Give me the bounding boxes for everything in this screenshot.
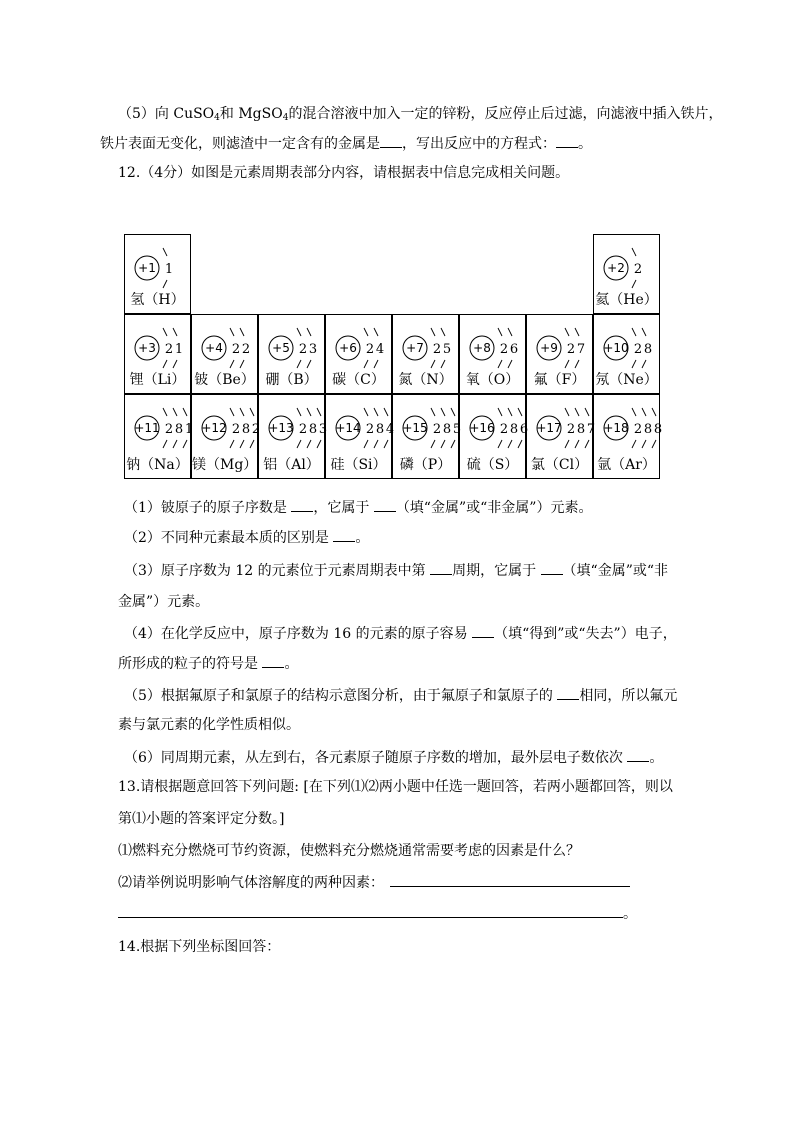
electron-count: 8 [241, 422, 251, 437]
answer-blank[interactable] [380, 133, 402, 148]
shell-arc [498, 408, 502, 416]
shell-arc [163, 328, 167, 336]
shell-arc [317, 408, 321, 416]
answer-blank[interactable] [627, 747, 649, 762]
electron-count: 8 [509, 422, 519, 437]
q11-5-line2 [100, 133, 592, 154]
shell-arc [307, 408, 311, 416]
shell-arc [230, 440, 234, 448]
atom-structure-diagram [393, 315, 460, 375]
electron-count: 1 [184, 422, 194, 437]
atom-structure-diagram [594, 395, 661, 455]
electron-count: 3 [318, 422, 328, 437]
electron-count: 2 [241, 342, 251, 357]
atom-structure-diagram [259, 395, 326, 455]
shell-arc [518, 408, 522, 416]
q12-2 [124, 527, 369, 548]
shell-arc [642, 440, 646, 448]
nuclear-charge: +4 [205, 341, 223, 355]
nuclear-charge: +17 [536, 421, 562, 435]
electron-count: 7 [586, 422, 596, 437]
nuclear-charge: +12 [201, 421, 227, 435]
electron-count: 8 [653, 422, 663, 437]
q12-5-line1 [124, 685, 677, 706]
q12-text: 。 [649, 750, 664, 766]
q12-text: 。 [355, 530, 370, 546]
q12-text: （6）同周期元素，从左到右，各元素原子随原子序数的增加，最外层电子数依次 [124, 750, 628, 766]
shell-arc [183, 440, 187, 448]
shell-arc [508, 440, 512, 448]
nuclear-charge: +5 [272, 341, 290, 355]
shell-arc [642, 360, 646, 368]
nuclear-charge: +1 [138, 261, 156, 275]
q11-5-text: 铁片表面无变化，则滤渣中一定含有的金属是 [100, 136, 380, 152]
shell-arc [374, 440, 378, 448]
shell-arc [508, 408, 512, 416]
q13-part2-cont [118, 903, 637, 924]
shell-arc [565, 328, 569, 336]
shell-arc [240, 408, 244, 416]
shell-arc [364, 408, 368, 416]
element-name: 铝（Al） [263, 457, 320, 473]
q12-text: （填“得到”或“失去”）电子， [494, 626, 677, 642]
shell-arc [652, 408, 656, 416]
q12-4-line2 [118, 653, 298, 674]
shell-arc [508, 360, 512, 368]
q11-5-text: 和 MgSO [219, 106, 283, 122]
answer-blank[interactable] [557, 685, 579, 700]
atom-structure-diagram [125, 315, 192, 375]
electron-count: 2 [231, 422, 241, 437]
element-cell [526, 314, 593, 394]
shell-arc [163, 440, 167, 448]
nuclear-charge: +3 [138, 341, 156, 355]
shell-arc [632, 440, 636, 448]
shell-arc [498, 440, 502, 448]
element-cell [593, 394, 663, 479]
element-cell [258, 394, 328, 479]
nuclear-charge: +14 [335, 421, 361, 435]
electron-count: 2 [365, 422, 375, 437]
shell-arc [441, 360, 445, 368]
element-name: 氧（O） [465, 372, 520, 388]
shell-arc [498, 328, 502, 336]
shell-arc [431, 440, 435, 448]
shell-arc [431, 328, 435, 336]
q12-text: （5）根据氟原子和氯原子的结构示意图分析，由于氟原子和氯原子的 [124, 688, 558, 704]
q11-5-line1 [118, 104, 722, 128]
answer-blank[interactable] [333, 527, 355, 542]
electron-count: 2 [633, 342, 643, 357]
element-cell [593, 234, 660, 314]
subscript: 4 [282, 113, 289, 123]
electron-count: 2 [499, 422, 509, 437]
answer-blank[interactable] [262, 653, 284, 668]
element-cell [325, 394, 395, 479]
element-cell [124, 394, 194, 479]
shell-arc [163, 408, 167, 416]
shell-arc [374, 408, 378, 416]
q12-text: （填“金属”或“非 [562, 563, 669, 579]
element-cell [392, 314, 459, 394]
shell-arc [364, 360, 368, 368]
shell-arc [240, 328, 244, 336]
element-cell [526, 394, 596, 479]
q12-1 [124, 497, 592, 518]
answer-blank[interactable] [291, 497, 313, 512]
shell-arc [441, 408, 445, 416]
element-name: 氢（H） [130, 292, 185, 308]
electron-count: 8 [308, 422, 318, 437]
element-cell [191, 314, 258, 394]
electron-count: 6 [509, 342, 519, 357]
shell-arc [632, 248, 636, 256]
q12-text: 相同，所以氟元 [579, 688, 678, 704]
electron-count: 2 [566, 342, 576, 357]
element-cell [459, 394, 529, 479]
q13-part1: ⑴燃料充分燃烧可节约资源，使燃料充分燃烧通常需要考虑的因素是什么？ [118, 843, 580, 859]
shell-arc [585, 440, 589, 448]
element-name: 氦（He） [595, 292, 658, 308]
electron-count: 3 [308, 342, 318, 357]
shell-arc [441, 440, 445, 448]
element-cell [459, 314, 526, 394]
q13-text: ⑵请举例说明影响气体溶解度的两种因素： [118, 875, 384, 891]
shell-arc [575, 440, 579, 448]
atom-structure-diagram [594, 235, 661, 295]
element-name: 碳（C） [332, 372, 385, 388]
q12-text: ，它属于 [313, 500, 374, 516]
q13-text: 。 [623, 906, 637, 922]
nuclear-charge: +16 [469, 421, 495, 435]
shell-arc [297, 360, 301, 368]
element-cell [258, 314, 325, 394]
element-name: 铍（Be） [194, 372, 255, 388]
shell-arc [384, 440, 388, 448]
electron-count: 2 [633, 422, 643, 437]
atom-structure-diagram [259, 315, 326, 375]
shell-arc [173, 328, 177, 336]
shell-arc [585, 408, 589, 416]
q13-intro-line2: 第⑴小题的答案评定分数。] [118, 811, 285, 827]
electron-count: 2 [164, 342, 174, 357]
atom-structure-diagram [125, 395, 192, 455]
element-cell [124, 234, 191, 314]
answer-line[interactable] [118, 903, 623, 918]
q12-text: （1）铍原子的原子序数是 [124, 500, 292, 516]
atom-structure-diagram [527, 315, 594, 375]
q12-3-line2: 金属”）元素。 [118, 594, 210, 610]
electron-count: 2 [164, 422, 174, 437]
element-name: 硼（B） [265, 372, 318, 388]
atom-structure-diagram [192, 395, 259, 455]
electron-count: 8 [643, 342, 653, 357]
shell-arc [575, 328, 579, 336]
q11-5-text: ，写出反应中的方程式： [402, 136, 556, 152]
atom-structure-diagram [326, 395, 393, 455]
shell-arc [307, 440, 311, 448]
element-name: 钠（Na） [126, 457, 189, 473]
atom-structure-diagram [594, 315, 661, 375]
shell-arc [565, 408, 569, 416]
q12-text: （4）在化学反应中，原子序数为 16 的元素的原子容易 [124, 626, 473, 642]
q11-5-text: 。 [578, 136, 592, 152]
atom-structure-diagram [326, 315, 393, 375]
nuclear-charge: +11 [134, 421, 160, 435]
element-name: 氟（F） [533, 372, 586, 388]
electron-count: 8 [442, 422, 452, 437]
electron-count: 1 [174, 342, 184, 357]
shell-arc [240, 360, 244, 368]
q12-6 [124, 747, 663, 768]
nuclear-charge: +13 [268, 421, 294, 435]
element-name: 锂（Li） [129, 372, 186, 388]
shell-arc [183, 408, 187, 416]
q13-intro-line1: 13.请根据题意回答下列问题: [在下列⑴⑵两小题中任选一题回答，若两小题都回答，则以 [118, 779, 673, 795]
answer-line[interactable] [390, 872, 630, 887]
shell-arc [163, 280, 167, 288]
element-name: 氩（Ar） [597, 457, 656, 473]
element-name: 硅（Si） [330, 457, 387, 473]
shell-arc [632, 360, 636, 368]
element-name: 磷（P） [399, 457, 452, 473]
atom-structure-diagram [393, 395, 460, 455]
shell-arc [163, 360, 167, 368]
nuclear-charge: +7 [406, 341, 424, 355]
element-cell [191, 394, 261, 479]
q14-intro: 14.根据下列坐标图回答： [118, 939, 281, 955]
answer-blank[interactable] [374, 497, 396, 512]
shell-arc [431, 360, 435, 368]
q12-text: 周期，它属于 [452, 563, 541, 579]
nuclear-charge: +6 [339, 341, 357, 355]
shell-arc [508, 328, 512, 336]
q12-text: （2）不同种元素最本质的区别是 [124, 530, 334, 546]
atom-structure-diagram [125, 235, 192, 295]
element-name: 氖（Ne） [595, 372, 658, 388]
shell-arc [431, 408, 435, 416]
electron-count: 7 [576, 342, 586, 357]
answer-blank[interactable] [556, 133, 578, 148]
shell-arc [317, 440, 321, 448]
q12-4-line1 [124, 623, 677, 644]
electron-count: 8 [643, 422, 653, 437]
shell-arc [250, 408, 254, 416]
nuclear-charge: +2 [607, 261, 625, 275]
element-name: 氯（Cl） [530, 457, 589, 473]
shell-arc [518, 440, 522, 448]
q13-part2 [118, 872, 630, 893]
shell-arc [374, 328, 378, 336]
shell-arc [441, 328, 445, 336]
q12-text: （3）原子序数为 12 的元素位于元素周期表中第 [124, 563, 431, 579]
nuclear-charge: +15 [402, 421, 428, 435]
q12-text: 所形成的粒子的符号是 [118, 656, 263, 672]
shell-arc [575, 408, 579, 416]
shell-arc [565, 440, 569, 448]
atom-structure-diagram [460, 395, 527, 455]
shell-arc [307, 328, 311, 336]
shell-arc [374, 360, 378, 368]
q11-5-text: （5）向 CuSO [118, 106, 215, 122]
shell-arc [230, 408, 234, 416]
q12-5-line2: 素与氯元素的化学性质相似。 [118, 717, 300, 733]
shell-arc [163, 248, 167, 256]
shell-arc [173, 440, 177, 448]
subscript: 4 [214, 113, 220, 123]
element-name: 硫（S） [466, 457, 519, 473]
electron-count: 2 [432, 342, 442, 357]
nuclear-charge: +18 [603, 421, 629, 435]
electron-count: 5 [442, 342, 452, 357]
electron-count: 8 [375, 422, 385, 437]
periodic-table [124, 234, 663, 479]
element-cell [392, 394, 462, 479]
shell-arc [575, 360, 579, 368]
shell-arc [642, 408, 646, 416]
nuclear-charge: +9 [540, 341, 558, 355]
shell-arc [173, 408, 177, 416]
q11-5-text: 的混合溶液中加入一定的锌粉，反应停止后过滤，向滤液中插入铁片， [288, 106, 723, 122]
electron-count: 8 [174, 422, 184, 437]
shell-arc [240, 440, 244, 448]
shell-arc [642, 328, 646, 336]
electron-count: 2 [298, 422, 308, 437]
atom-structure-diagram [527, 395, 594, 455]
nuclear-charge: +8 [473, 341, 491, 355]
atom-structure-diagram [192, 315, 259, 375]
shell-arc [652, 440, 656, 448]
shell-arc [498, 360, 502, 368]
element-cell [124, 314, 191, 394]
answer-blank[interactable] [541, 560, 563, 575]
electron-count: 2 [499, 342, 509, 357]
electron-count: 2 [566, 422, 576, 437]
shell-arc [565, 360, 569, 368]
element-name: 镁（Mg） [192, 457, 258, 473]
shell-arc [451, 408, 455, 416]
electron-count: 2 [365, 342, 375, 357]
shell-arc [297, 408, 301, 416]
shell-arc [632, 328, 636, 336]
electron-count: 6 [519, 422, 529, 437]
electron-count: 8 [576, 422, 586, 437]
q12-text: （填“金属”或“非金属”）元素。 [395, 500, 593, 516]
q12-text: 。 [284, 656, 299, 672]
shell-arc [230, 328, 234, 336]
answer-blank[interactable] [430, 560, 452, 575]
electron-count: 1 [164, 262, 174, 277]
electron-count: 5 [452, 422, 462, 437]
shell-arc [632, 280, 636, 288]
shell-arc [173, 360, 177, 368]
electron-count: 2 [298, 342, 308, 357]
nuclear-charge: +10 [603, 341, 629, 355]
electron-count: 2 [432, 422, 442, 437]
shell-arc [297, 328, 301, 336]
electron-count: 4 [375, 342, 385, 357]
shell-arc [384, 408, 388, 416]
shell-arc [451, 440, 455, 448]
shell-arc [250, 440, 254, 448]
shell-arc [364, 328, 368, 336]
q12-3-line1 [124, 560, 668, 581]
electron-count: 2 [231, 342, 241, 357]
shell-arc [632, 408, 636, 416]
electron-count: 2 [633, 262, 643, 277]
shell-arc [307, 360, 311, 368]
electron-count: 4 [385, 422, 395, 437]
element-name: 氮（N） [398, 372, 453, 388]
element-cell [593, 314, 660, 394]
shell-arc [297, 440, 301, 448]
electron-count: 2 [251, 422, 261, 437]
shell-arc [364, 440, 368, 448]
answer-blank[interactable] [472, 623, 494, 638]
element-cell [325, 314, 392, 394]
atom-structure-diagram [460, 315, 527, 375]
shell-arc [230, 360, 234, 368]
q12-intro: 12.（4分）如图是元素周期表部分内容，请根据表中信息完成相关问题。 [118, 165, 570, 181]
